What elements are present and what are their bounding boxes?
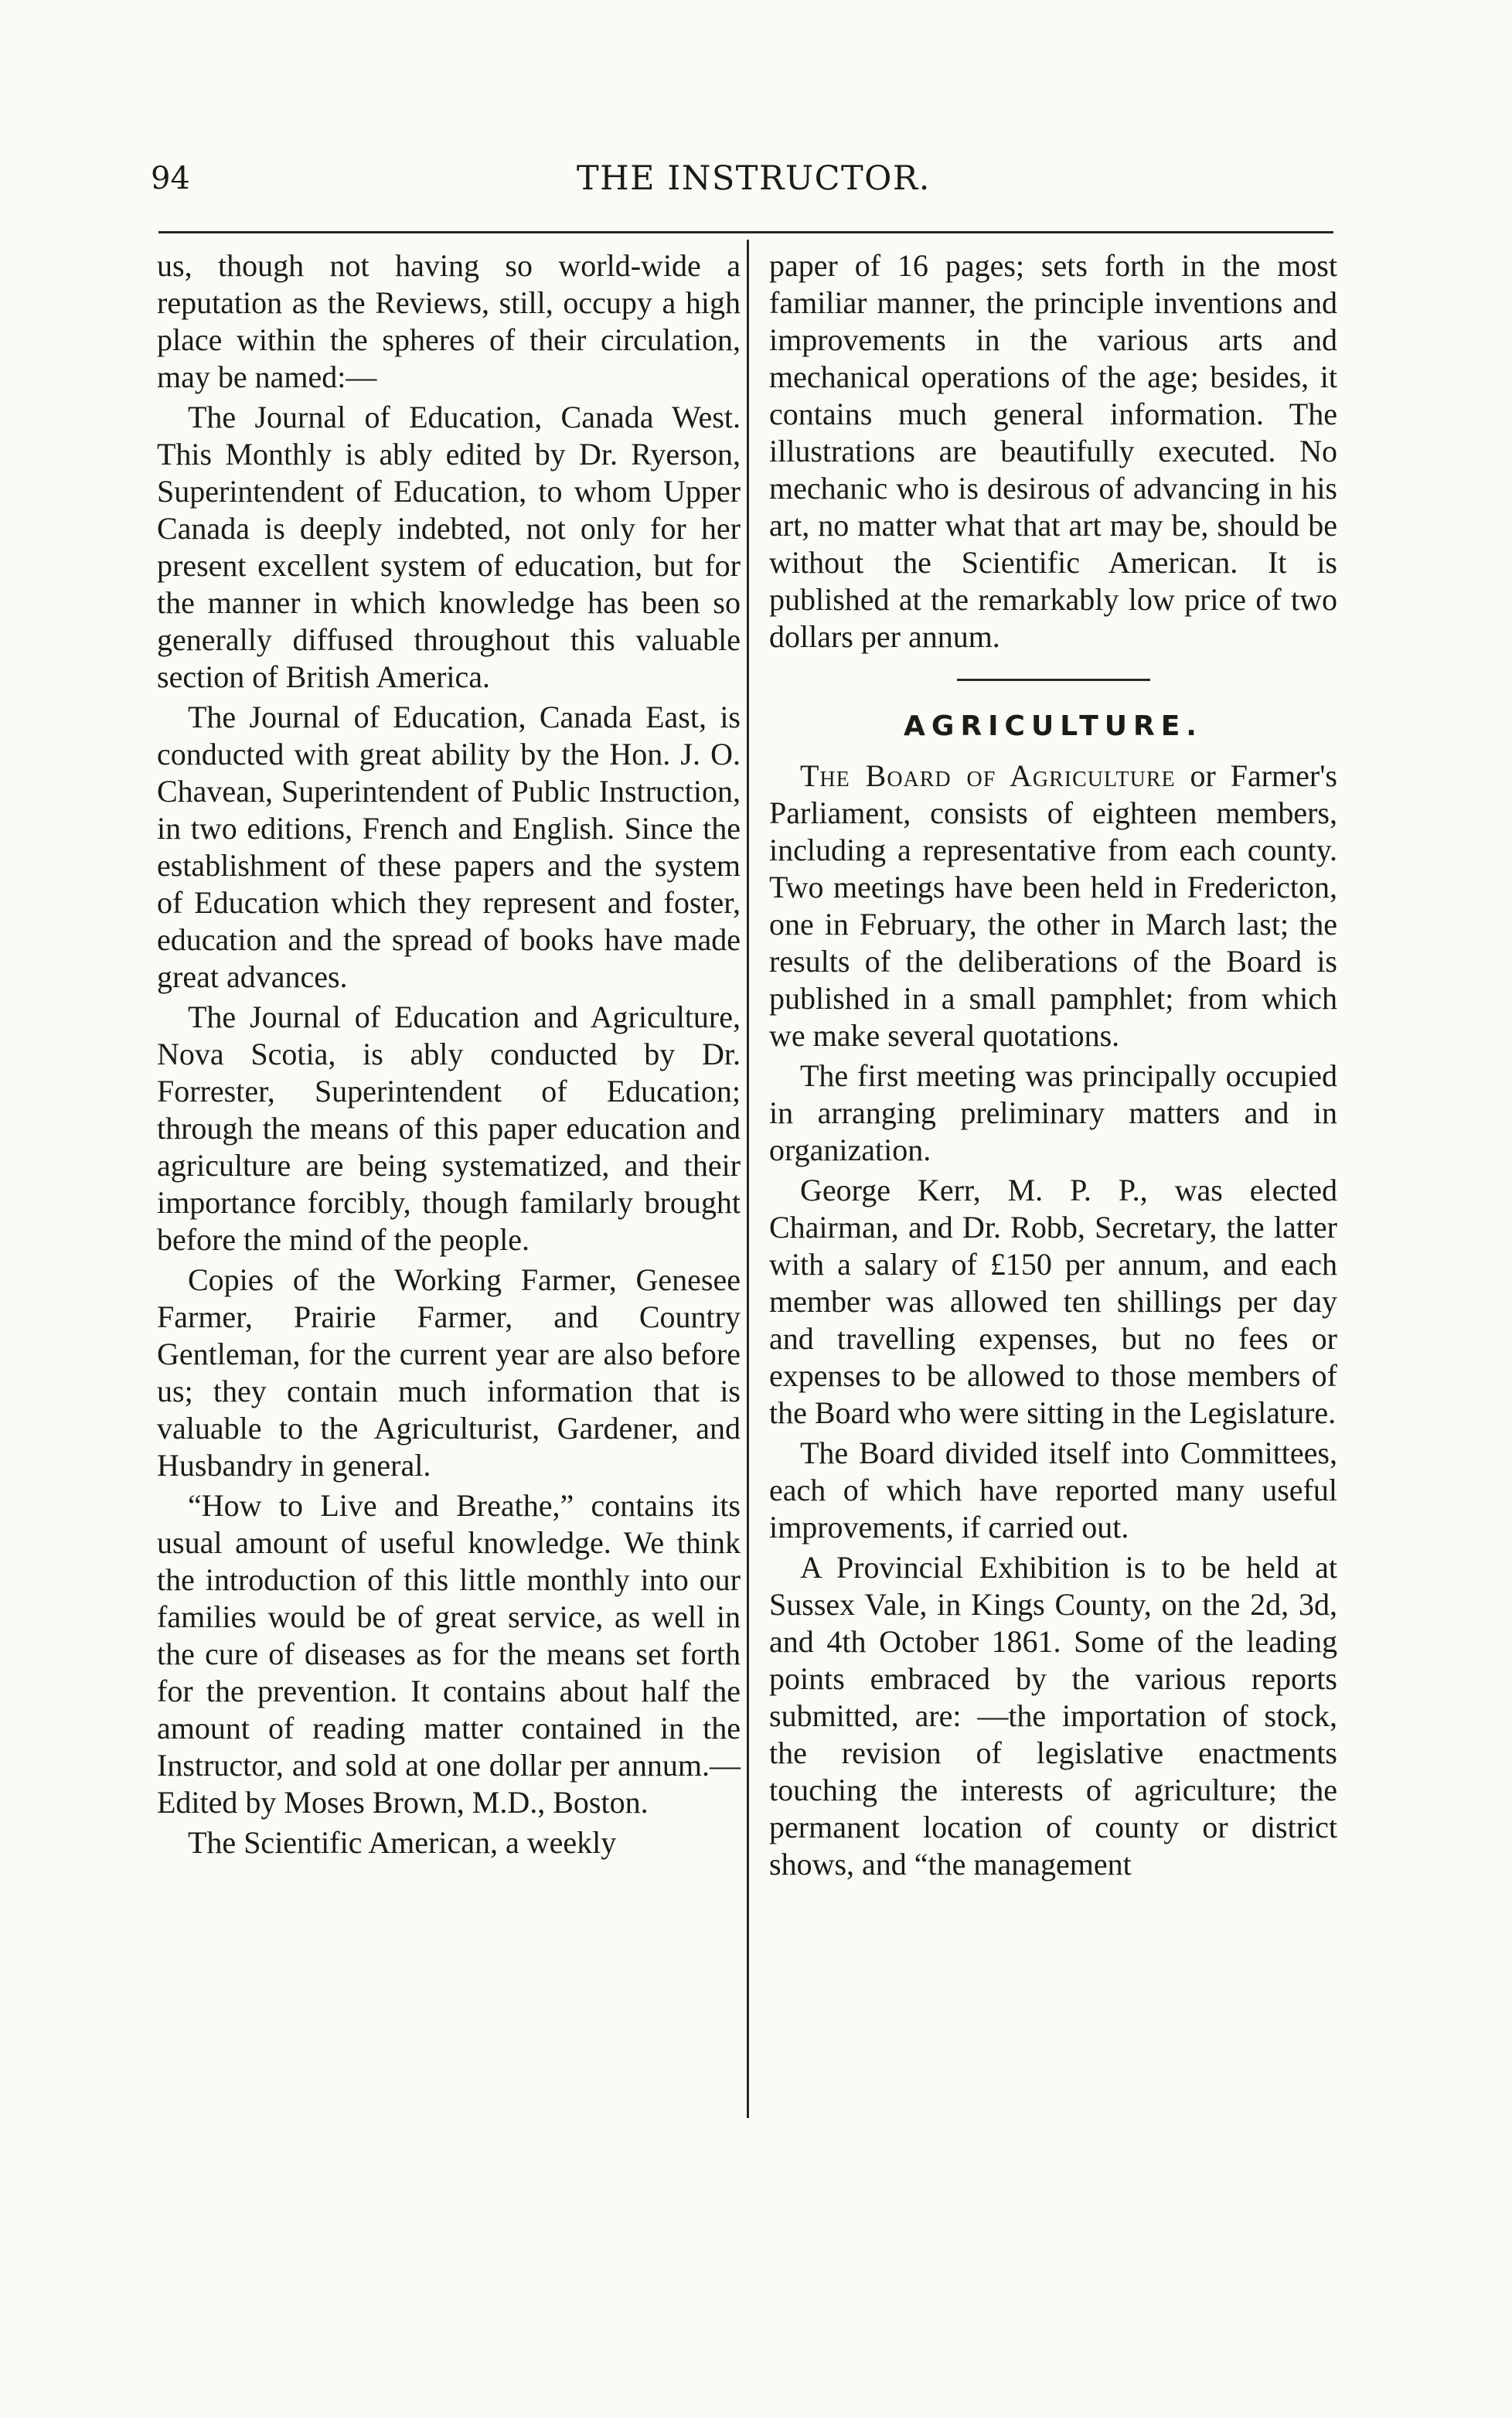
paragraph: The Scientific American, a weekly: [188, 1825, 617, 1860]
paragraph: The Journal of Education, Canada West. This Monthly is ably edited by Dr. Ryerson, Superintendent of Education, to whom Upper Canada is deeply indebted, not only for her present excellent system of education, but for the manner in which knowledge has been so generally diffused throughout this valuable section of British America.: [157, 400, 741, 694]
paragraph: Copies of the Working Farmer, Genesee Farmer, Prairie Farmer, and Country Gentleman, for the current year are also before us; they contain much information that is valuable to the Agriculturist, Gardener, and Husbandry in general.: [157, 1262, 741, 1483]
section-rule: [957, 679, 1150, 681]
left-column: [157, 247, 741, 1865]
paragraph: The Journal of Education, Canada East, is conducted with great ability by the Hon. J. O. Chavean, Superintendent of Public Instruction, in two editions, French and English. Since the establishment of these papers and the system of Education which they represent and foster, education and the spread of books have made great advances.: [157, 700, 741, 994]
column-divider: [747, 240, 749, 2118]
paragraph: George Kerr, M. P. P., was elected Chairman, and Dr. Robb, Secretary, the latter with a salary of £150 per annum, and each member was allowed ten shillings per day and travelling expenses, but no fees or expenses to be allowed to those members of the Board who were sitting in the Legislature.: [769, 1173, 1337, 1430]
paragraph: A Provincial Exhibition is to be held at Sussex Vale, in Kings County, on the 2d, 3d, and 4th October 1861. Some of the leading points embraced by the various reports submitted, are: —the importation of stock, the revision of legislative enactments touching the interests of agriculture; the permanent location of county or district shows, and “the management: [769, 1550, 1337, 1882]
lead-in: The Board of Agriculture: [800, 758, 1176, 793]
paragraph: The Journal of Education and Agriculture, Nova Scotia, is ably conducted by Dr. Forrester, Superintendent of Education; through the means of this paper education and agriculture are being systematized, and their importance forcibly, though familarly brought before the mind of the people.: [157, 1000, 741, 1257]
page-number: 94: [151, 161, 190, 196]
paragraph-text: or Farmer's Parliament, consists of eighteen members, including a representative from each county. Two meetings have been held in Fredericton, one in February, the other in March last; the results of the deliberations of the Board is published in a small pamphlet; from which we make several quotations.: [769, 758, 1337, 1053]
paragraph: The Board divided itself into Committees, each of which have reported many useful improvements, if carried out.: [769, 1435, 1337, 1544]
page-header: [151, 158, 1357, 213]
section-heading: AGRICULTURE.: [904, 710, 1203, 742]
running-title: THE INSTRUCTOR.: [577, 159, 931, 198]
paragraph: us, though not having so world-wide a reputation as the Reviews, still, occupy a high place within the spheres of their circulation, may be named:—: [157, 248, 741, 394]
paragraph: paper of 16 pages; sets forth in the most familiar manner, the principle inventions and improvements in the various arts and mechanical operations of the age; besides, it contains much general information. The illustrations are beautifully executed. No mechanic who is desirous of advancing in his art, no matter what that art may be, should be without the Scientific American. It is published at the remarkably low price of two dollars per annum.: [769, 248, 1337, 654]
paragraph: [769, 758, 1337, 1054]
paragraph: The first meeting was principally occupied in arranging preliminary matters and in organization.: [769, 1058, 1337, 1167]
header-rule: [158, 231, 1333, 233]
paragraph: “How to Live and Breathe,” contains its usual amount of useful knowledge. We think the introduction of this little monthly into our families would be of great service, as well in the cure of diseases as for the means set forth for the prevention. It contains about half the amount of reading matter contained in the Instructor, and sold at one dollar per annum.— Edited by Moses Brown, M.D., Boston.: [157, 1488, 741, 1820]
right-column: [769, 247, 1337, 1886]
